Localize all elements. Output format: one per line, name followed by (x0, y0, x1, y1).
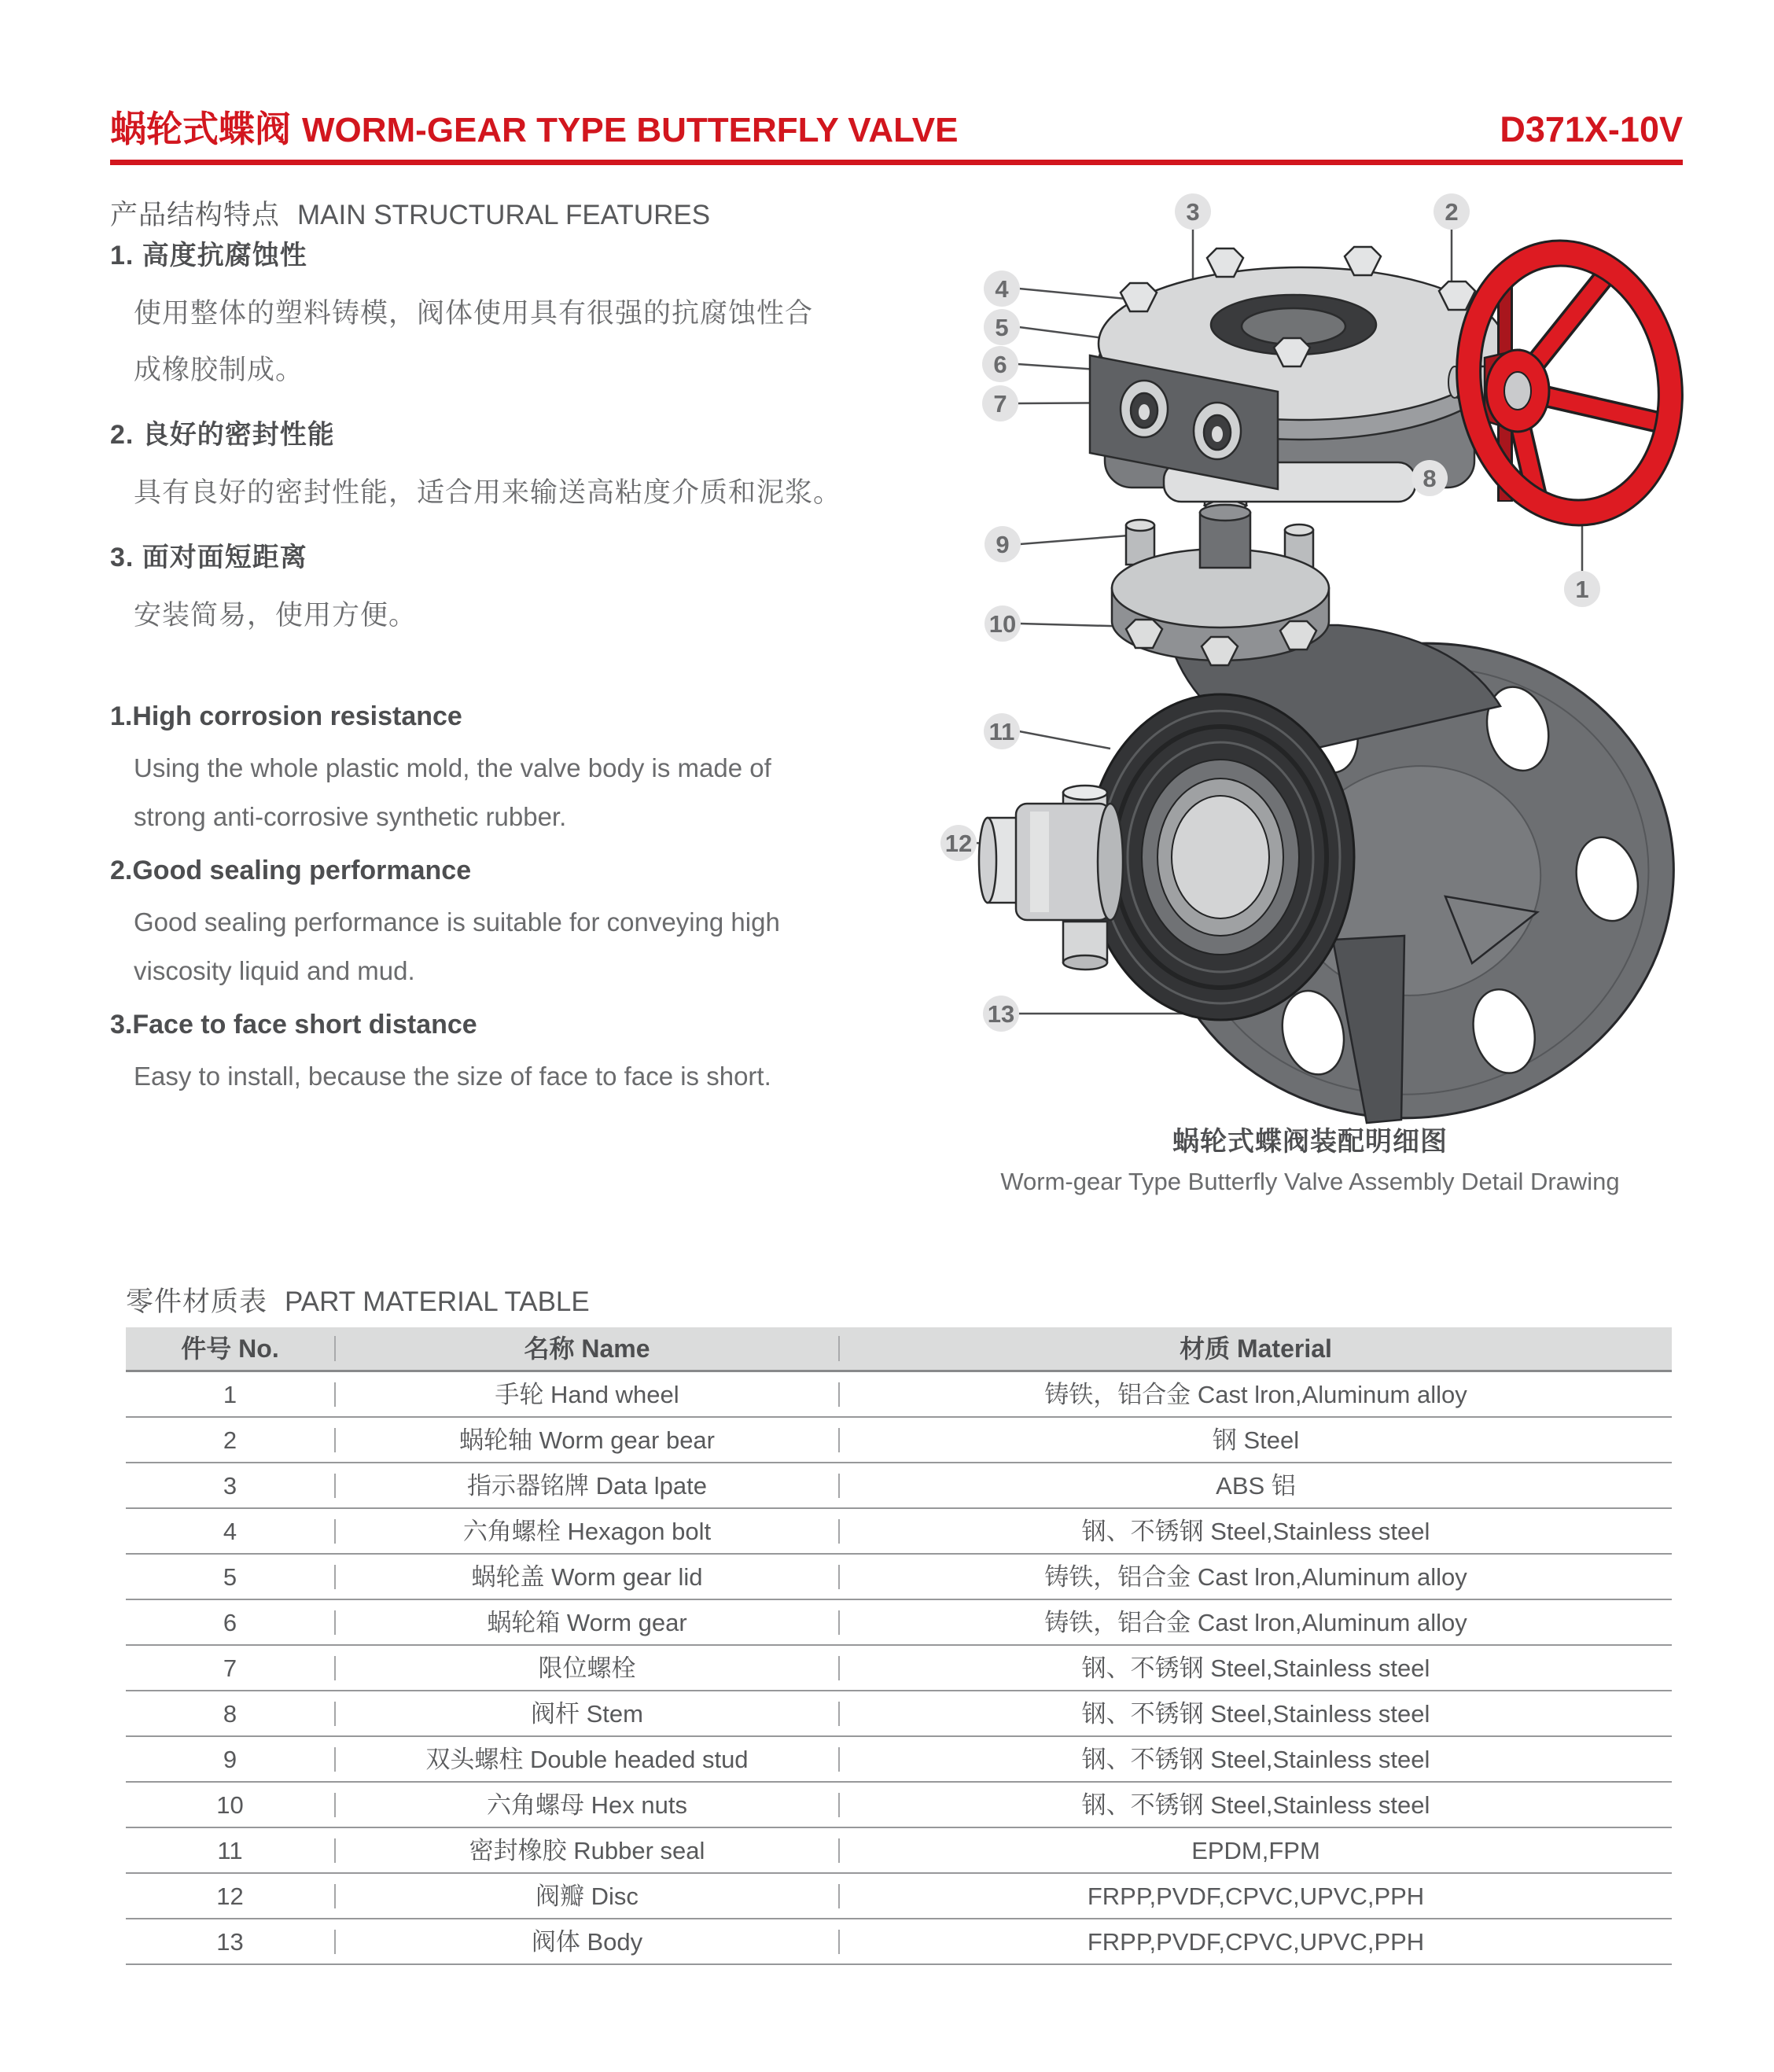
svg-text:8: 8 (1423, 465, 1437, 493)
feature-heading: 2. 良好的密封性能 (110, 420, 335, 450)
diagram-caption-cn: 蜗轮式蝶阀装配明细图 (1172, 1127, 1448, 1157)
wheel-rim (1435, 223, 1705, 543)
cell-name: 双头螺柱 Double headed stud (334, 1747, 838, 1772)
cell-no: 10 (216, 1790, 244, 1819)
feature-body-line: 成橡胶制成。 (134, 355, 304, 385)
cell-material: 钢、不锈钢 Steel,Stainless steel (838, 1747, 1672, 1772)
cell-no: 8 (223, 1699, 237, 1728)
svg-text:7: 7 (993, 390, 1007, 418)
features-list-english (110, 700, 967, 1113)
feature-body-line: strong anti-corrosive synthetic rubber. (134, 802, 567, 831)
feature-item (110, 240, 967, 399)
cell-no: 9 (223, 1745, 237, 1773)
feature-body-line: Easy to install, because the size of face to face is short. (134, 1062, 771, 1091)
feature-body-line: 安装简易，使用方便。 (134, 600, 418, 631)
diagram-caption-en: Worm-gear Type Butterfly Valve Assembly Detail Drawing (1000, 1168, 1620, 1195)
table-row (126, 1646, 1672, 1691)
cell-material: EPDM,FPM (838, 1838, 1672, 1863)
callout-13 (983, 996, 1019, 1032)
table-heading-cn: 零件材质表 (126, 1286, 268, 1317)
cell-no: 13 (216, 1927, 244, 1956)
feature-item (110, 542, 967, 644)
table-row (126, 1737, 1672, 1783)
cell-material: 铸铁，铝合金 Cast lron,Aluminum alloy (838, 1382, 1672, 1407)
features-list-chinese (110, 240, 967, 664)
table-row (126, 1372, 1672, 1418)
column-header-material: 材质 Material (838, 1336, 1672, 1361)
cell-name: 蜗轮箱 Worm gear (334, 1610, 838, 1635)
cell-material: 钢、不锈钢 Steel,Stainless steel (838, 1793, 1672, 1817)
svg-text:11: 11 (988, 718, 1015, 746)
cell-material: 钢 Steel (838, 1428, 1672, 1452)
table-header-row (126, 1327, 1672, 1372)
callout-10 (985, 605, 1021, 642)
cell-name: 限位螺栓 (334, 1656, 838, 1680)
feature-heading: 1. 高度抗腐蚀性 (110, 241, 307, 271)
svg-text:10: 10 (988, 610, 1017, 639)
cell-name: 六角螺母 Hex nuts (334, 1793, 838, 1817)
cell-name: 阀体 Body (334, 1930, 838, 1954)
rubber-seal (1087, 694, 1354, 1020)
svg-text:13: 13 (987, 1000, 1015, 1029)
features-section-heading (110, 193, 710, 233)
svg-text:3: 3 (1186, 198, 1200, 226)
callout-3 (1175, 193, 1211, 230)
page-header (110, 101, 1683, 153)
cell-no: 6 (223, 1608, 237, 1636)
feature-heading: 3.Face to face short distance (110, 1010, 477, 1040)
features-heading-en: MAIN STRUCTURAL FEATURES (297, 200, 711, 230)
cell-material: 钢、不锈钢 Steel,Stainless steel (838, 1519, 1672, 1544)
diagram-caption (881, 1120, 1739, 1196)
part-material-table (126, 1327, 1672, 1965)
table-row (126, 1691, 1672, 1737)
feature-body-line: Good sealing performance is suitable for conveying high (134, 907, 780, 937)
page-title-cn: 蜗轮式蝶阀 (110, 109, 291, 149)
feature-body-line: 具有良好的密封性能，适合用来输送高粘度介质和泥浆。 (134, 477, 842, 508)
feature-item (110, 700, 967, 841)
column-header-no: 件号 No. (181, 1334, 279, 1363)
worm-gearbox (1090, 247, 1504, 502)
cell-material: FRPP,PVDF,CPVC,UPVC,PPH (838, 1884, 1672, 1908)
feature-item (110, 854, 967, 996)
callout-6 (982, 346, 1018, 382)
cell-no: 4 (223, 1517, 237, 1545)
svg-text:4: 4 (995, 275, 1009, 304)
feature-item (110, 419, 967, 521)
svg-text:5: 5 (995, 314, 1009, 342)
feature-body-line: viscosity liquid and mud. (134, 956, 415, 985)
feature-heading: 2.Good sealing performance (110, 856, 472, 885)
cell-material: 钢、不锈钢 Steel,Stainless steel (838, 1702, 1672, 1726)
table-row (126, 1463, 1672, 1509)
column-header-name: 名称 Name (334, 1336, 838, 1361)
svg-text:6: 6 (993, 351, 1007, 379)
cell-name: 手轮 Hand wheel (334, 1382, 838, 1407)
table-section-heading (126, 1280, 590, 1319)
table-row (126, 1828, 1672, 1874)
table-row (126, 1509, 1672, 1555)
callout-12 (940, 825, 977, 861)
cell-material: FRPP,PVDF,CPVC,UPVC,PPH (838, 1930, 1672, 1954)
svg-text:1: 1 (1575, 576, 1589, 604)
page-title-en: WORM-GEAR TYPE BUTTERFLY VALVE (302, 111, 959, 149)
feature-body-line: 使用整体的塑料铸模，阀体使用具有很强的抗腐蚀性合 (134, 298, 814, 329)
hand-wheel (1435, 223, 1705, 543)
callout-1 (1564, 571, 1600, 607)
valve-disc (979, 786, 1123, 970)
features-heading-cn: 产品结构特点 (110, 200, 281, 230)
feature-body-line: Using the whole plastic mold, the valve body is made of (134, 753, 771, 782)
callout-2 (1434, 193, 1470, 230)
table-row (126, 1600, 1672, 1646)
cell-material: 铸铁，铝合金 Cast lron,Aluminum alloy (838, 1565, 1672, 1589)
cell-no: 5 (223, 1562, 237, 1591)
cell-name: 密封橡胶 Rubber seal (334, 1838, 838, 1863)
table-heading-en: PART MATERIAL TABLE (285, 1286, 590, 1317)
cell-no: 12 (216, 1882, 244, 1910)
callout-8 (1411, 460, 1448, 496)
cell-no: 2 (223, 1426, 237, 1454)
cell-no: 11 (217, 1836, 243, 1864)
callout-5 (984, 309, 1020, 345)
table-row (126, 1874, 1672, 1919)
feature-heading: 3. 面对面短距离 (110, 543, 307, 572)
model-number: D371X-10V (1500, 109, 1683, 149)
svg-text:9: 9 (996, 531, 1010, 559)
table-row (126, 1783, 1672, 1828)
svg-text:12: 12 (944, 830, 973, 858)
cell-no: 1 (223, 1380, 237, 1408)
valve-assembly-diagram (904, 181, 1774, 1164)
cell-no: 7 (223, 1654, 237, 1682)
cell-material: ABS 铝 (838, 1474, 1672, 1498)
callout-9 (985, 526, 1021, 562)
cell-name: 六角螺栓 Hexagon bolt (334, 1519, 838, 1544)
callout-4 (984, 271, 1020, 307)
callout-11 (984, 713, 1020, 749)
cell-material: 钢、不锈钢 Steel,Stainless steel (838, 1656, 1672, 1680)
table-row (126, 1919, 1672, 1965)
feature-heading: 1.High corrosion resistance (110, 701, 462, 731)
cell-name: 阀杆 Stem (334, 1702, 838, 1726)
table-row (126, 1418, 1672, 1463)
feature-item (110, 1008, 967, 1101)
cell-name: 阀瓣 Disc (334, 1884, 838, 1908)
cell-name: 蜗轮盖 Worm gear lid (334, 1565, 838, 1589)
cell-name: 蜗轮轴 Worm gear bear (334, 1428, 838, 1452)
table-row (126, 1555, 1672, 1600)
header-divider-rule (110, 160, 1683, 165)
cell-no: 3 (223, 1471, 237, 1500)
table-body (126, 1372, 1672, 1965)
callout-7 (982, 385, 1018, 421)
cell-material: 铸铁，铝合金 Cast lron,Aluminum alloy (838, 1610, 1672, 1635)
svg-text:2: 2 (1445, 198, 1459, 226)
page-title (110, 101, 958, 153)
cell-name: 指示器铭牌 Data lpate (334, 1474, 838, 1498)
